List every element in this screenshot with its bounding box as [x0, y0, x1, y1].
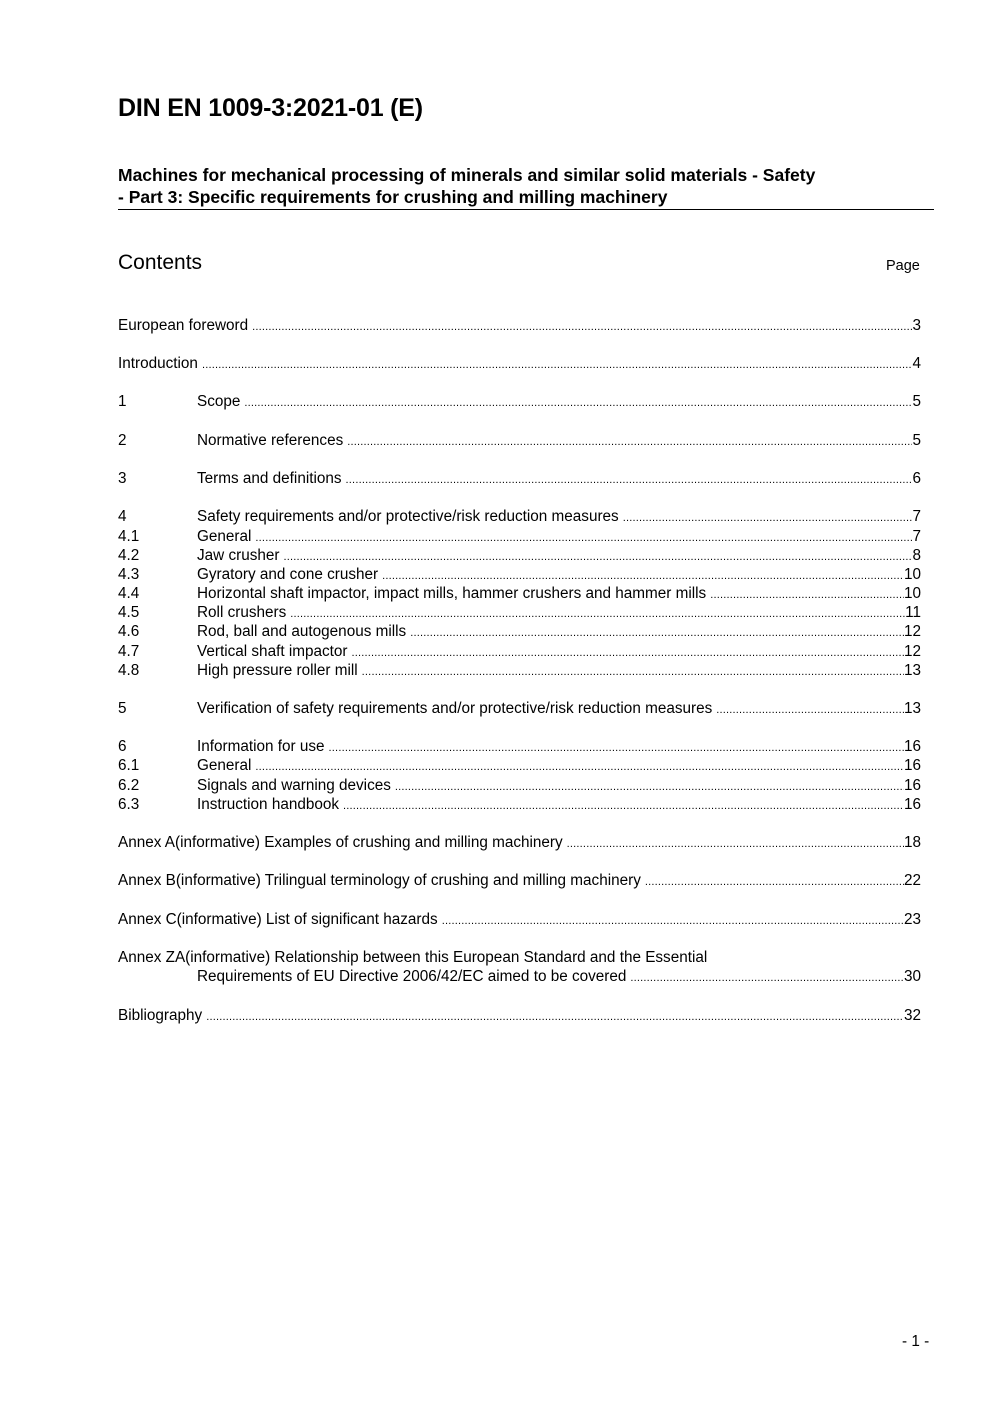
toc-page: 8: [912, 547, 921, 564]
toc-title: Annex A(informative) Examples of crushing and milling machinery: [118, 834, 563, 851]
toc-entry-4-3[interactable]: [118, 565, 921, 584]
toc-page: 6: [912, 470, 921, 487]
toc-title: Signals and warning devices: [197, 777, 391, 794]
toc-number: 4.3: [118, 566, 140, 583]
toc-entry-2[interactable]: [118, 431, 921, 450]
toc-page: 30: [903, 968, 921, 985]
toc-number: 4.8: [118, 662, 140, 679]
toc-number: 5: [118, 700, 127, 717]
toc-number: 6.1: [118, 757, 140, 774]
page-column-heading: Page: [886, 258, 920, 274]
toc-title: General: [197, 528, 252, 545]
toc-page: 16: [903, 757, 921, 774]
toc-page: 16: [903, 738, 921, 755]
page-number: - 1 -: [902, 1333, 930, 1350]
toc-title: Normative references: [197, 432, 344, 449]
toc-leader: [362, 663, 904, 682]
toc-entry-6[interactable]: [118, 737, 921, 756]
toc-number: 6.2: [118, 777, 140, 794]
toc-number: 1: [118, 393, 127, 410]
toc-title: Rod, ball and autogenous mills: [197, 623, 407, 640]
toc-number: 6: [118, 738, 127, 755]
toc-page: 5: [912, 432, 921, 449]
toc-page: 10: [903, 566, 921, 583]
toc-title: Verification of safety requirements and/or protective/risk reduction measures: [197, 700, 713, 717]
title-line-2: - Part 3: Specific requirements for crushing and milling machinery: [118, 187, 668, 207]
toc-entry-5[interactable]: [118, 699, 921, 718]
toc-title: Bibliography: [118, 1007, 203, 1024]
toc-title: European foreword: [118, 317, 249, 334]
toc-leader: [645, 873, 904, 892]
toc-entry-introduction[interactable]: [118, 354, 921, 373]
toc-page: 3: [912, 317, 921, 334]
toc-page: 16: [903, 777, 921, 794]
toc-number: 4: [118, 508, 127, 525]
toc-title: Terms and definitions: [197, 470, 342, 487]
toc-leader: [442, 912, 904, 931]
toc-entry-4-2[interactable]: [118, 546, 921, 565]
toc-leader: [410, 624, 904, 643]
toc-title: Horizontal shaft impactor, impact mills, hammer crushers and hammer mills: [197, 585, 707, 602]
toc-entry-4-8[interactable]: [118, 661, 921, 680]
toc-page: 10: [903, 585, 921, 602]
toc-entry-annex-c[interactable]: [118, 910, 921, 929]
title-line-1: Machines for mechanical processing of minerals and similar solid materials - Safety: [118, 165, 816, 185]
toc-entry-4-4[interactable]: [118, 584, 921, 603]
toc-page: 23: [903, 911, 921, 928]
toc-page: 13: [903, 662, 921, 679]
toc-entry-annex-a[interactable]: [118, 833, 921, 852]
toc-page: 5: [912, 393, 921, 410]
toc-title: Introduction: [118, 355, 198, 372]
toc-title: Vertical shaft impactor: [197, 643, 348, 660]
toc-title: Instruction handbook: [197, 796, 340, 813]
toc-number: 4.4: [118, 585, 140, 602]
document-number: DIN EN 1009-3:2021-01 (E): [118, 94, 423, 122]
toc-title: Annex B(informative) Trilingual terminology of crushing and milling machinery: [118, 872, 641, 889]
toc-page: 11: [905, 604, 921, 621]
toc-leader: [623, 509, 913, 528]
toc-leader: [202, 356, 913, 375]
toc-entry-foreword[interactable]: [118, 316, 921, 335]
toc-leader: [630, 969, 904, 988]
toc-leader: [716, 701, 904, 720]
toc-page: 13: [903, 700, 921, 717]
toc-entry-1[interactable]: [118, 392, 921, 411]
toc-entry-4[interactable]: [118, 507, 921, 526]
toc-number: 4.2: [118, 547, 140, 564]
toc-entry-6-2[interactable]: [118, 776, 921, 795]
toc-title: Safety requirements and/or protective/risk reduction measures: [197, 508, 619, 525]
toc-entry-bibliography[interactable]: [118, 1006, 921, 1025]
toc-number: 4.6: [118, 623, 140, 640]
toc-leader: [346, 471, 913, 490]
toc-number: 2: [118, 432, 127, 449]
toc-page: 32: [903, 1007, 921, 1024]
toc-page: 22: [903, 872, 921, 889]
toc-number: 3: [118, 470, 127, 487]
toc-entry-4-1[interactable]: [118, 527, 921, 546]
toc-leader: [244, 394, 912, 413]
toc-number: 4.5: [118, 604, 140, 621]
toc-leader: [206, 1008, 904, 1027]
document-title: [118, 164, 934, 210]
toc-entry-4-5[interactable]: [118, 603, 921, 622]
toc-title: Gyratory and cone crusher: [197, 566, 379, 583]
toc-page: 4: [912, 355, 921, 372]
toc-title: High pressure roller mill: [197, 662, 358, 679]
toc-title: General: [197, 757, 252, 774]
toc-title: Requirements of EU Directive 2006/42/EC aimed to be covered: [197, 968, 627, 985]
toc-leader: [347, 433, 912, 452]
toc-page: 12: [903, 643, 921, 660]
toc-leader: [567, 835, 904, 854]
toc-entry-annex-za[interactable]: [118, 967, 921, 986]
toc-entry-4-7[interactable]: [118, 642, 921, 661]
toc-page: 7: [912, 508, 921, 525]
toc-leader: [343, 797, 904, 816]
toc-title: Annex C(informative) List of significant hazards: [118, 911, 438, 928]
toc-leader: [252, 318, 912, 337]
toc-page: 12: [903, 623, 921, 640]
toc-entry-3[interactable]: [118, 469, 921, 488]
toc-entry-6-1[interactable]: [118, 756, 921, 775]
toc-title: Jaw crusher: [197, 547, 280, 564]
toc-entry-6-3[interactable]: [118, 795, 921, 814]
toc-entry-4-6[interactable]: [118, 622, 921, 641]
toc-page: 18: [903, 834, 921, 851]
toc-entry-annex-za-line1[interactable]: Annex ZA(informative) Relationship between this European Standard and the Essential: [118, 949, 708, 966]
contents-heading: Contents: [118, 251, 203, 274]
toc-leader: [255, 758, 904, 777]
toc-title: Information for use: [197, 738, 325, 755]
toc-title: Roll crushers: [197, 604, 287, 621]
toc-number: 4.7: [118, 643, 140, 660]
toc-number: 6.3: [118, 796, 140, 813]
toc-page: 16: [903, 796, 921, 813]
toc-page: 7: [912, 528, 921, 545]
toc-number: 4.1: [118, 528, 140, 545]
toc-title: Scope: [197, 393, 241, 410]
toc-entry-annex-b[interactable]: [118, 871, 921, 890]
